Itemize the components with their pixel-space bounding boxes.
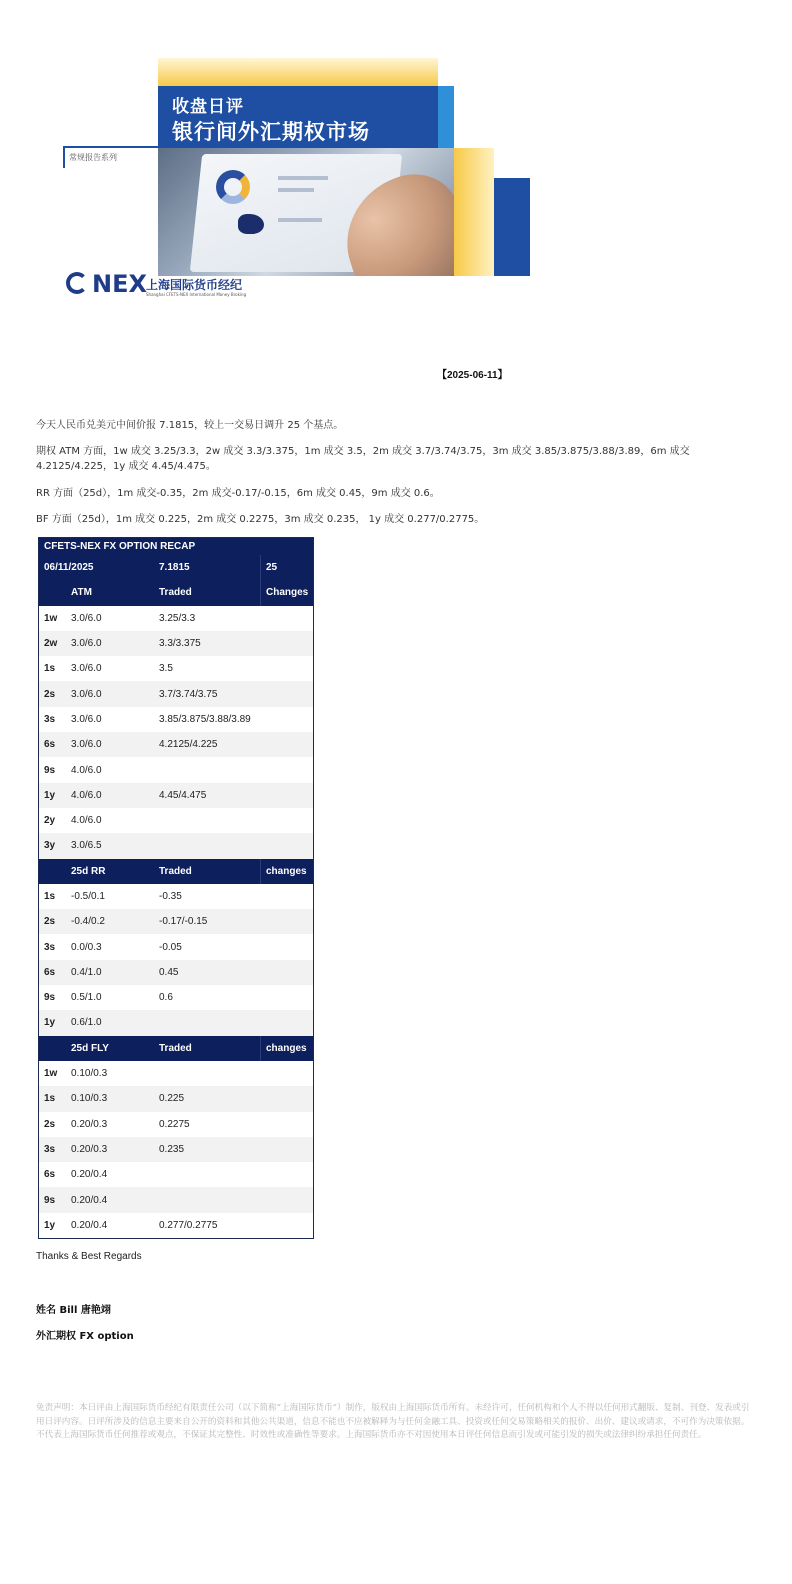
atm-header-changes: Changes	[260, 580, 313, 605]
rr-section	[39, 884, 313, 1036]
table-row	[39, 1086, 313, 1111]
table-row	[39, 732, 313, 757]
table-row	[39, 884, 313, 909]
table-title: CFETS-NEX FX OPTION RECAP	[44, 541, 196, 552]
atm-header-label: ATM	[71, 587, 92, 599]
world-map-icon	[238, 214, 264, 234]
banner-yellow-band	[158, 58, 438, 86]
traded-cell: 3.25/3.3	[159, 612, 196, 624]
traded-cell: 4.2125/4.225	[159, 739, 218, 751]
table-row	[39, 985, 313, 1010]
tenor-cell: 3s	[44, 941, 56, 953]
atm-header-traded: Traded	[159, 587, 192, 599]
quote-cell: 0.6/1.0	[71, 1017, 102, 1029]
atm-paragraph: 期权 ATM 方面，1w 成交 3.25/3.3，2w 成交 3.3/3.375，1m 成交 3.5，2m 成交 3.7/3.74/3.75，3m 成交 3.85/3.875/3.88/3.89，6m 成交 4.2125/4.225，1y 成交 4.45/4.475。	[36, 446, 690, 472]
table-date-row	[39, 555, 313, 580]
series-label: 常规报告系列	[69, 153, 117, 162]
traded-cell: 3.85/3.875/3.88/3.89	[159, 713, 251, 725]
tenor-cell: 6s	[44, 739, 56, 751]
tenor-cell: 6s	[44, 1169, 56, 1181]
recap-fixing: 7.1815	[159, 562, 190, 574]
tenor-cell: 1w	[44, 612, 58, 624]
tenor-cell: 1s	[44, 1093, 56, 1105]
tenor-cell: 1s	[44, 891, 56, 902]
tenor-cell: 3s	[44, 1143, 56, 1155]
quote-cell: 3.0/6.5	[71, 840, 102, 852]
banner-title-panel-edge	[438, 86, 454, 148]
quote-cell: 3.0/6.0	[71, 739, 102, 751]
traded-cell: 4.45/4.475	[159, 789, 207, 801]
fly-header-label: 25d FLY	[71, 1042, 109, 1054]
tenor-cell: 2y	[44, 815, 56, 827]
rr-header-row	[39, 859, 313, 884]
banner-title-line2: 银行间外汇期权市场	[172, 120, 370, 144]
quote-cell: 0.20/0.3	[71, 1118, 108, 1130]
quote-cell: 0.20/0.4	[71, 1169, 108, 1181]
tenor-cell: 9s	[44, 992, 56, 1004]
traded-cell: 3.3/3.375	[159, 638, 201, 650]
table-row	[39, 783, 313, 808]
signature-department: 外汇期权 FX option	[36, 1331, 134, 1342]
traded-cell: 0.6	[159, 992, 173, 1004]
dashboard-line	[278, 176, 328, 180]
traded-cell: 0.45	[159, 966, 179, 978]
tenor-cell: 1s	[44, 663, 56, 675]
traded-cell: 0.2275	[159, 1118, 190, 1130]
tenor-cell: 3s	[44, 713, 56, 725]
table-row	[39, 1137, 313, 1162]
fixing-paragraph: 今天人民币兑美元中间价报 7.1815，较上一交易日调升 25 个基点。	[36, 420, 344, 431]
quote-cell: 4.0/6.0	[71, 815, 102, 827]
tenor-cell: 3y	[44, 840, 56, 852]
bf-paragraph: BF 方面（25d），1m 成交 0.225，2m 成交 0.2275，3m 成交 0.235， 1y 成交 0.277/0.2775。	[36, 514, 485, 525]
table-row	[39, 631, 313, 656]
quote-cell: 3.0/6.0	[71, 688, 102, 700]
banner-tablet-photo	[158, 148, 454, 276]
fly-header-changes: changes	[260, 1036, 313, 1061]
quote-cell: 0.5/1.0	[71, 992, 102, 1004]
dashboard-line	[278, 218, 322, 222]
tenor-cell: 2w	[44, 638, 58, 650]
atm-header-row	[39, 580, 313, 605]
table-row	[39, 681, 313, 706]
quote-cell: 3.0/6.0	[71, 638, 102, 650]
rr-header-label: 25d RR	[71, 865, 106, 877]
tenor-cell: 1y	[44, 789, 56, 801]
traded-cell: 3.7/3.74/3.75	[159, 688, 218, 700]
closing-line: Thanks & Best Regards	[36, 1251, 142, 1262]
tenor-cell: 2s	[44, 688, 56, 700]
tenor-cell: 2s	[44, 1118, 56, 1130]
recap-fixing-change: 25	[260, 555, 313, 580]
table-row	[39, 656, 313, 681]
company-name-cn: 上海国际货币经纪	[146, 278, 243, 292]
rr-header-changes: changes	[260, 859, 313, 884]
table-row	[39, 1112, 313, 1137]
quote-cell: 0.20/0.4	[71, 1219, 108, 1231]
quote-cell: 4.0/6.0	[71, 764, 102, 776]
quote-cell: 0.20/0.4	[71, 1194, 108, 1206]
table-row	[39, 606, 313, 631]
quote-cell: 0.10/0.3	[71, 1068, 108, 1080]
banner-yellow-block	[454, 148, 494, 276]
table-row	[39, 1010, 313, 1035]
rr-header-traded: Traded	[159, 865, 192, 877]
donut-chart-icon	[216, 170, 250, 204]
quote-cell: 0.10/0.3	[71, 1093, 108, 1105]
report-date: 【2025-06-11】	[437, 370, 508, 381]
fly-header-row	[39, 1036, 313, 1061]
quote-cell: 3.0/6.0	[71, 663, 102, 675]
nex-logo-text: NEX	[92, 270, 147, 298]
traded-cell: 0.235	[159, 1143, 185, 1155]
banner-title-line1: 收盘日评	[172, 97, 244, 117]
tenor-cell: 9s	[44, 1194, 56, 1206]
tenor-cell: 2s	[44, 916, 56, 928]
quote-cell: 4.0/6.0	[71, 789, 102, 801]
table-row	[39, 1213, 313, 1238]
table-row	[39, 960, 313, 985]
table-row	[39, 808, 313, 833]
table-row	[39, 833, 313, 858]
fly-header-traded: Traded	[159, 1042, 192, 1054]
disclaimer-text: 免责声明：本日评由上海国际货币经纪有限责任公司（以下简称“上海国际货币”）制作，版权由上海国际货币所有。未经许可，任何机构和个人不得以任何形式翻版、复制、刊登、发表或引用日评内容。日评所涉及的信息主要来自公开的资料和其他公共渠道，信息不能也不应被解释为与任何金融工具、投资或任何交易策略相关的报价、出价、建议或请求，不可作为决策依据。不代表上海国际货币任何推荐或观点，不保证其完整性、时效性或准确性等要求。上海国际货币亦不对因使用本日评任何信息而引发或可能引发的损失或法律纠纷承担任何责任。	[36, 1403, 750, 1440]
quote-cell: -0.5/0.1	[71, 891, 105, 902]
nex-logo-icon	[66, 272, 88, 294]
tenor-cell: 1y	[44, 1219, 56, 1231]
company-name-en: Shanghai CFETS-NEX International Money Broking	[146, 292, 247, 297]
recap-date: 06/11/2025	[44, 562, 94, 574]
traded-cell: 0.225	[159, 1093, 185, 1105]
table-row	[39, 1187, 313, 1212]
traded-cell: 3.5	[159, 663, 173, 675]
traded-cell: -0.35	[159, 891, 182, 902]
traded-cell: -0.17/-0.15	[159, 916, 208, 928]
quote-cell: -0.4/0.2	[71, 916, 105, 928]
tenor-cell: 9s	[44, 764, 56, 776]
quote-cell: 3.0/6.0	[71, 612, 102, 624]
quote-cell: 3.0/6.0	[71, 713, 102, 725]
tenor-cell: 1w	[44, 1068, 58, 1080]
table-row	[39, 1061, 313, 1086]
traded-cell: 0.277/0.2775	[159, 1219, 218, 1231]
dashboard-line	[278, 188, 314, 192]
traded-cell: -0.05	[159, 941, 182, 953]
report-banner	[0, 0, 792, 310]
banner-navy-block	[494, 178, 530, 276]
fly-section	[39, 1061, 313, 1238]
atm-section	[39, 606, 313, 859]
table-row	[39, 934, 313, 959]
fx-option-recap-table	[38, 537, 314, 1239]
table-row	[39, 1162, 313, 1187]
tenor-cell: 6s	[44, 966, 56, 978]
table-row	[39, 909, 313, 934]
table-row	[39, 757, 313, 782]
tenor-cell: 1y	[44, 1017, 56, 1029]
table-title-row	[39, 538, 313, 555]
quote-cell: 0.20/0.3	[71, 1143, 108, 1155]
table-row	[39, 707, 313, 732]
quote-cell: 0.0/0.3	[71, 941, 102, 953]
signature-name: 姓名 Bill 唐艳翊	[36, 1305, 111, 1316]
rr-paragraph: RR 方面（25d），1m 成交-0.35，2m 成交-0.17/-0.15，6m 成交 0.45，9m 成交 0.6。	[36, 488, 440, 499]
quote-cell: 0.4/1.0	[71, 966, 102, 978]
